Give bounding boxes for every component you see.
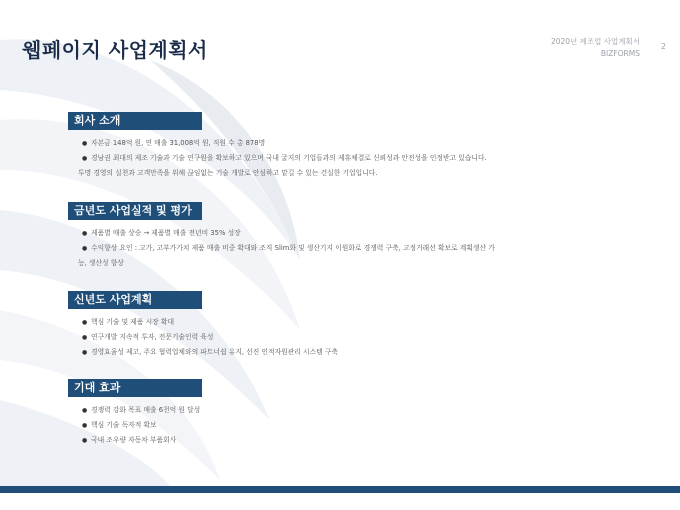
- footer-bar: [0, 486, 680, 493]
- list-item: ● 제품별 매출 상승 → 제품별 매출 전년비 35% 성장: [82, 226, 608, 241]
- doc-label: 2020년 제조업 사업계획서: [550, 37, 640, 46]
- list-item: ● 경남권 최대의 제조 기술과 기술 연구원을 확보하고 있으며 국내 굴지의 기업들과의 제휴체결로 신뢰성과 안전성을 인정받고 있습니다.: [82, 151, 608, 166]
- page-number: 2: [660, 42, 666, 51]
- list-item: ● 경쟁력 강화 목표 매출 6천억 원 달성: [82, 403, 608, 418]
- list-item-continuation: 투명 경영의 실천과 고객만족을 위해 끊임없는 기술 개발로 안심하고 맡길 수 있는 건실한 기업입니다.: [78, 169, 378, 177]
- list-item: ● 국내 조우량 자동차 부품회사: [82, 433, 608, 448]
- list-item: ● 수익향상 요인 : 고가, 고부가가치 제품 매출 비중 확대와 조직 Slim화 및 생산기지 이원화로 경쟁력 구축, 고정거래선 확보로 계획생산 가: [82, 241, 608, 256]
- section-heading: 기대 효과: [68, 379, 202, 397]
- page-title: 웹페이지 사업계획서: [22, 38, 208, 62]
- list-item: ● 경영효율성 제고, 주요 협력업체와의 파트너쉽 유지, 선진 인적자원관리 시스템 구축: [82, 345, 608, 360]
- section-heading: 신년도 사업계획: [68, 291, 202, 309]
- section-next-year-plan: [68, 288, 608, 360]
- section-this-year-results: [68, 199, 608, 271]
- list-item: ● 핵심 기술 및 제품 시장 확대: [82, 315, 608, 330]
- brand-label: BIZFORMS: [600, 49, 640, 58]
- section-expected-effects: [68, 376, 608, 448]
- list-item: ● 연구개발 지속적 투자, 전문기술인력 육성: [82, 330, 608, 345]
- section-heading: 금년도 사업실적 및 평가: [68, 202, 202, 220]
- section-company-intro: [68, 109, 608, 181]
- list-item-continuation: 능, 생산성 향상: [78, 259, 124, 267]
- section-heading: 회사 소개: [68, 112, 202, 130]
- list-item: ● 자본금 148억 원, 연 매출 31,008억 원, 직원 수 총 878명: [82, 136, 608, 151]
- header-meta: [551, 36, 640, 60]
- list-item: ● 핵심 기술 독자적 확보: [82, 418, 608, 433]
